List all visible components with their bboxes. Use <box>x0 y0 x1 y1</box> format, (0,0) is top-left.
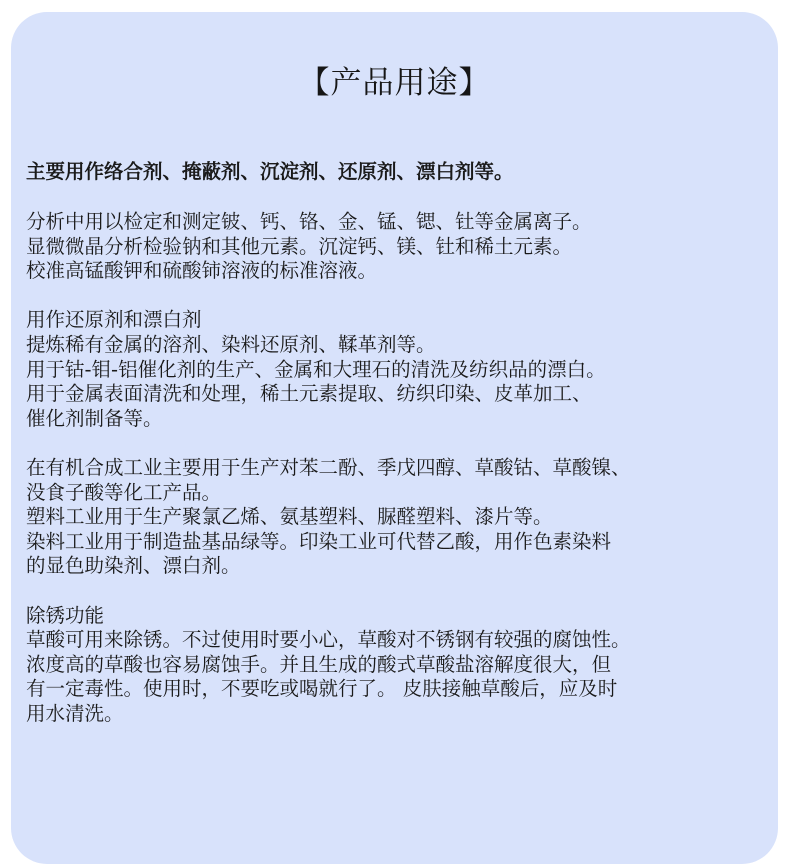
section-rust-removal <box>26 604 771 727</box>
section-reducing-bleaching <box>26 308 771 431</box>
text-line: 浓度高的草酸也容易腐蚀手。并且生成的酸式草酸盐溶解度很大，但 <box>26 652 612 676</box>
section-heading: 除锈功能 <box>26 603 105 627</box>
text-line: 校准高锰酸钾和硫酸铈溶液的标准溶液。 <box>26 259 378 283</box>
usage-content <box>26 160 771 726</box>
text-line: 在有机合成工业主要用于生产对苯二酚、季戊四醇、草酸钴、草酸镍、 <box>26 455 631 479</box>
text-line: 分析中用以检定和测定铍、钙、铬、金、锰、锶、钍等金属离子。 <box>26 210 592 233</box>
text-line: 用水清洗。 <box>26 701 124 725</box>
text-line: 有一定毒性。使用时，不要吃或喝就行了。 皮肤接触草酸后，应及时 <box>26 677 618 701</box>
text-line: 塑料工业用于生产聚氯乙烯、氨基塑料、脲醛塑料、漆片等。 <box>26 505 553 529</box>
text-line: 的显色助染剂、漂白剂。 <box>26 554 241 578</box>
page-title: 【产品用途】 <box>298 65 491 101</box>
text-line: 草酸可用来除锈。不过使用时要小心，草酸对不锈钢有较强的腐蚀性。 <box>26 628 631 652</box>
section-analysis <box>26 210 771 284</box>
text-line: 没食子酸等化工产品。 <box>26 480 222 504</box>
text-line: 显微微晶分析检验钠和其他元素。沉淀钙、镁、钍和稀土元素。 <box>26 234 573 258</box>
text-line: 提炼稀有金属的溶剂、染料还原剂、鞣革剂等。 <box>26 332 436 356</box>
text-line: 染料工业用于制造盐基品绿等。印染工业可代替乙酸，用作色素染料 <box>26 529 612 553</box>
text-line: 用于钴-钼-铝催化剂的生产、金属和大理石的清洗及纺织品的漂白。 <box>26 357 606 381</box>
section-industry <box>26 456 771 579</box>
section-heading: 用作还原剂和漂白剂 <box>26 308 202 332</box>
content-card <box>11 12 778 864</box>
text-line: 用于金属表面清洗和处理，稀土元素提取、纺织印染、皮革加工、 <box>26 382 592 406</box>
lead-summary: 主要用作络合剂、掩蔽剂、沉淀剂、还原剂、漂白剂等。 <box>26 160 514 183</box>
text-line: 催化剂制备等。 <box>26 406 163 430</box>
